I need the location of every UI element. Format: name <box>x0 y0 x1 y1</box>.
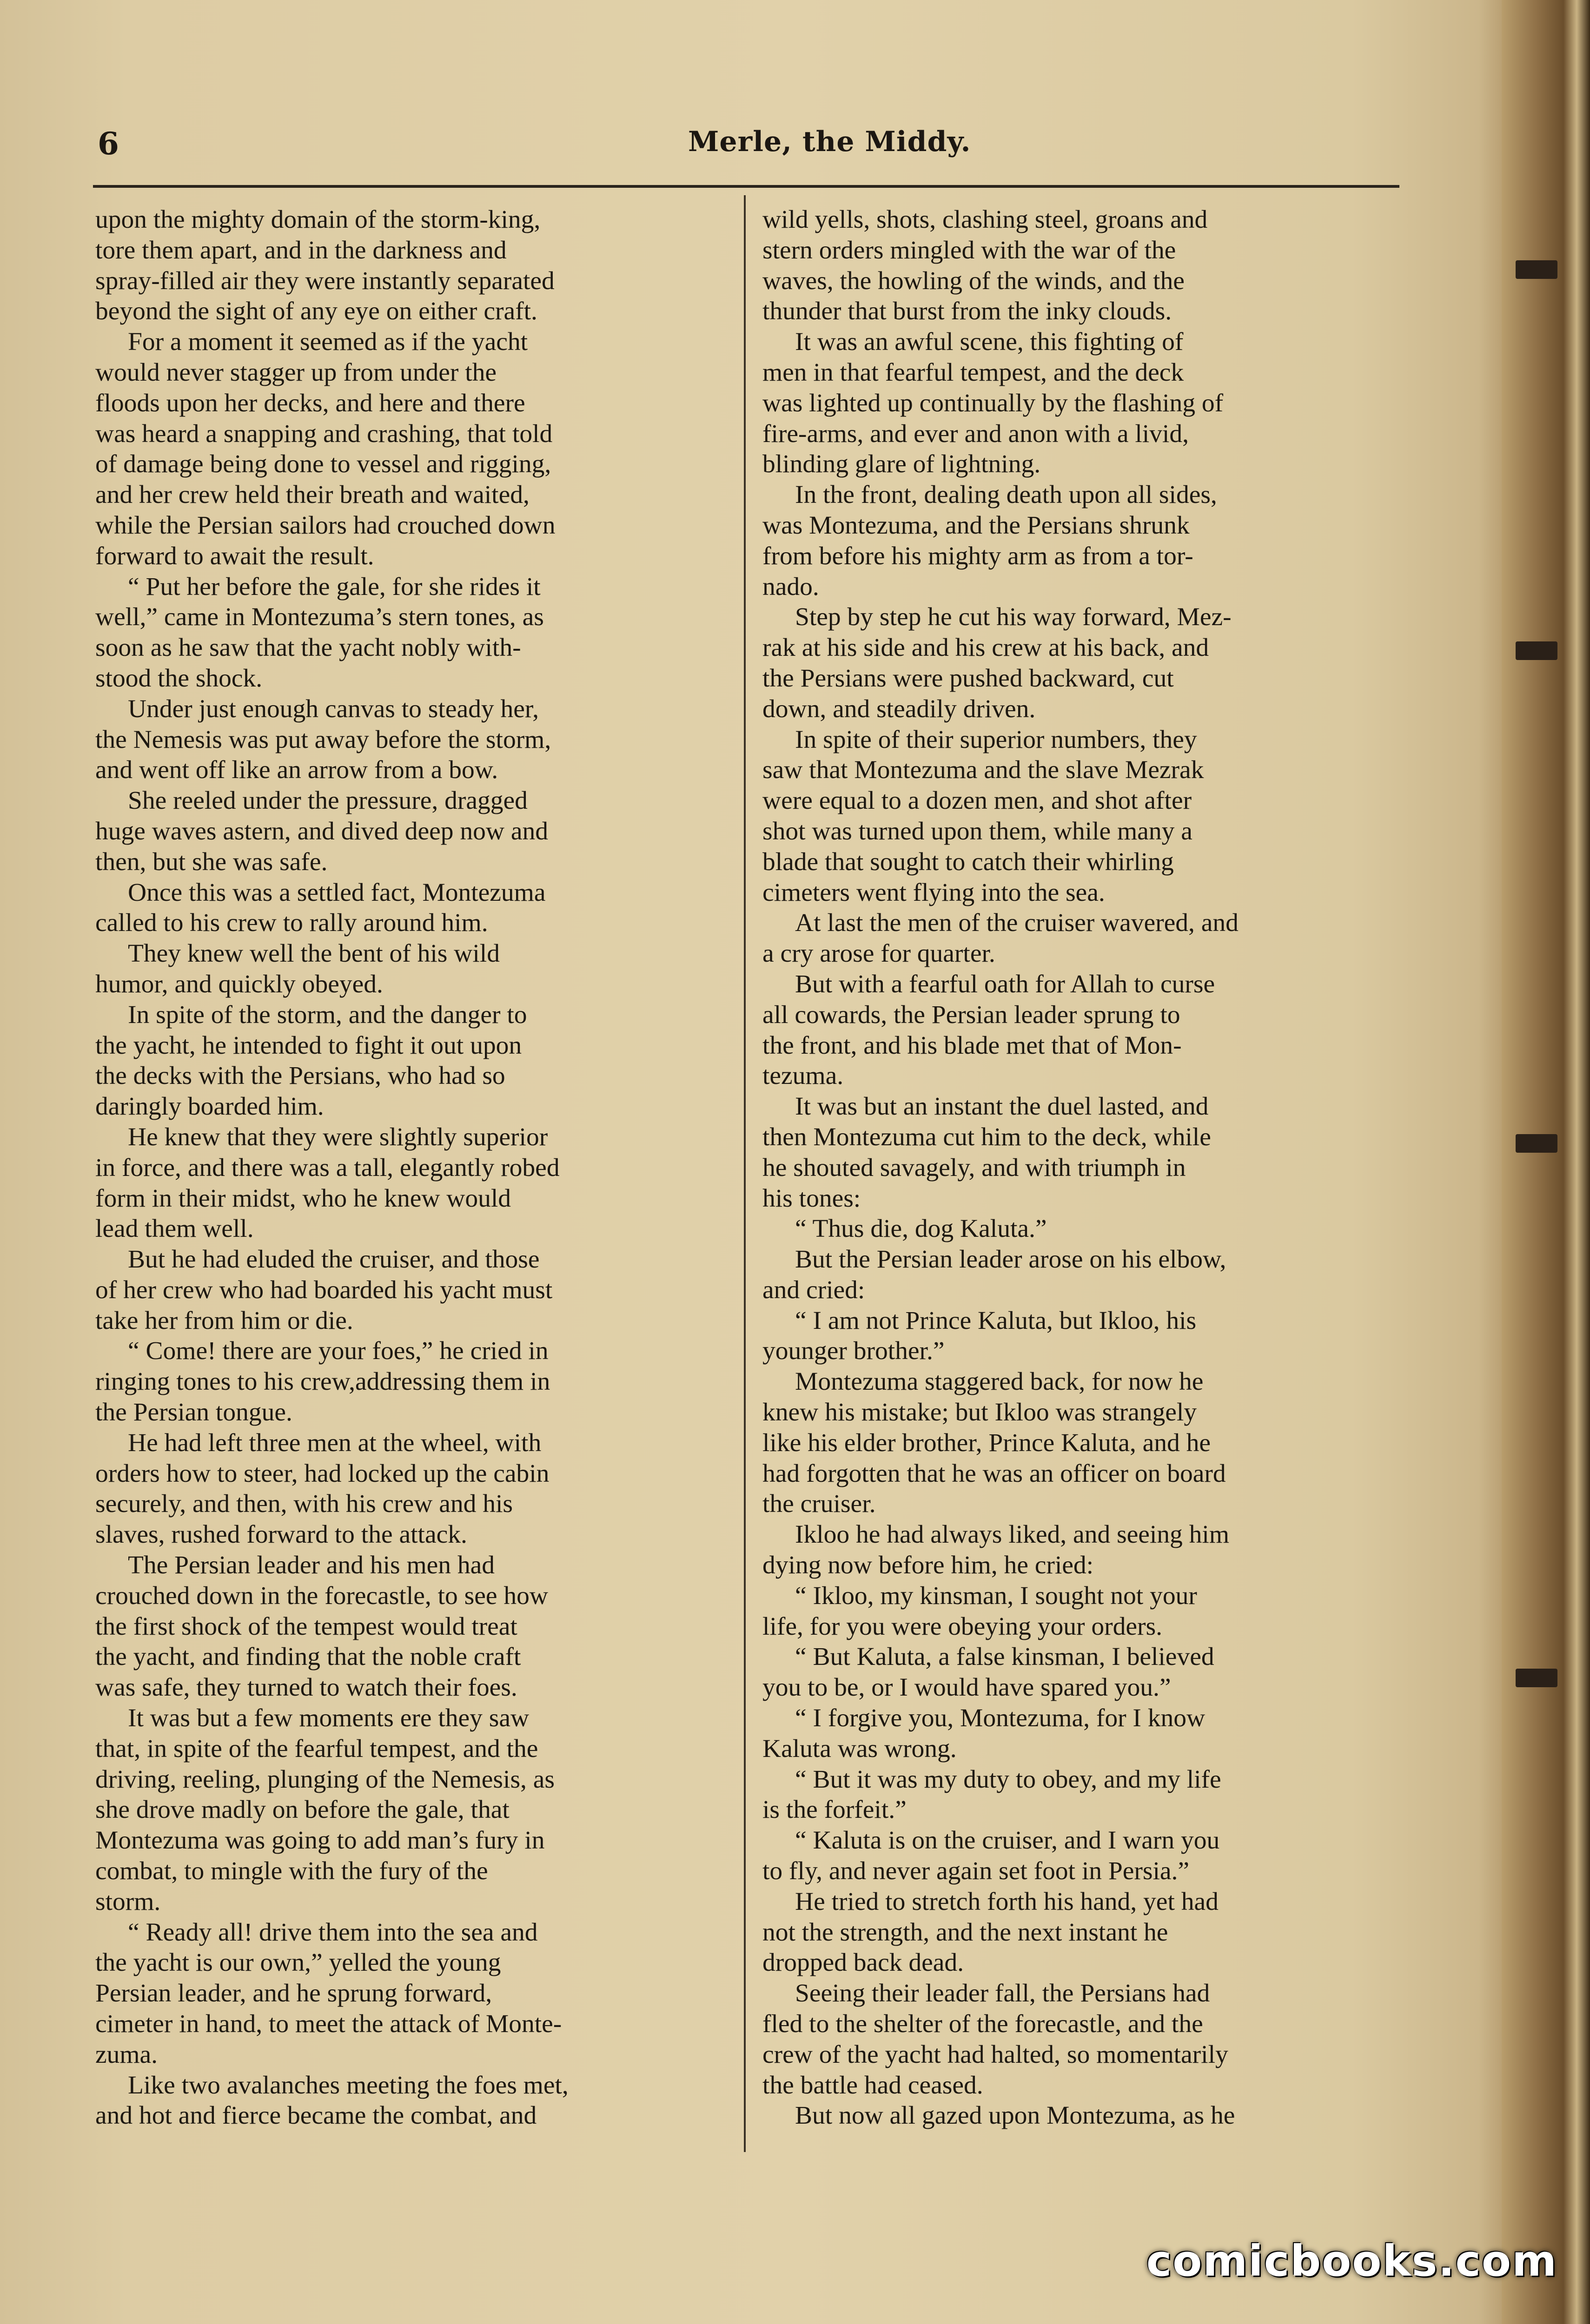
paragraph: It was an awful scene, this fighting of men in that fearful tempest, and the deck was lighted up continually by the flashing of fire-arms, and ever and anon with a livid, blinding glare of lightning. <box>762 328 1224 479</box>
binding-stitch <box>1516 1669 1557 1687</box>
page-number: 6 <box>98 125 119 162</box>
paragraph: “ Ready all! drive them into the sea and the yacht is our own,” yelled the young Persian leader, and he sprung forward, cimeter in hand, to meet the attack of Monte- zuma. <box>95 1918 562 2069</box>
paragraph: “ I forgive you, Montezuma, for I know Kaluta was wrong. <box>762 1704 1206 1763</box>
paragraph: It was but a few moments ere they saw that, in spite of the fearful tempest, and the driving, reeling, plunging of the Nemesis, as she drove madly on before the gale, that Montezuma was going to add man’s fury in combat, to mingle with the fury of the storm. <box>95 1704 555 1916</box>
paragraph: She reeled under the pressure, dragged huge waves astern, and dived deep now and then, but she was safe. <box>95 786 549 876</box>
paragraph: But with a fearful oath for Allah to curse all cowards, the Persian leader sprung to the front, and his blade met that of Mon- tezuma. <box>762 970 1215 1090</box>
right-column <box>762 205 1404 2157</box>
paragraph: Seeing their leader fall, the Persians had fled to the shelter of the forecastle, and the crew of the yacht had halted, so momentarily the battle had ceased. <box>762 1979 1228 2100</box>
binding-stitch <box>1516 1134 1557 1153</box>
paragraph: In the front, dealing death upon all sides, was Montezuma, and the Persians shrunk from before his mighty arm as from a tor- nado. <box>762 481 1217 601</box>
paragraph: He knew that they were slightly superior in force, and there was a tall, elegantly robed form in their midst, who he knew would lead them well. <box>95 1122 560 1243</box>
paragraph: “ Come! there are your foes,” he cried in ringing tones to his crew,addressing them in the Persian tongue. <box>95 1337 550 1427</box>
paragraph: Once this was a settled fact, Montezuma called to his crew to rally around him. <box>95 878 546 938</box>
binding-stitch <box>1516 641 1557 660</box>
running-title: Merle, the Middy. <box>688 125 971 158</box>
left-column <box>95 205 737 2157</box>
paragraph: “ But Kaluta, a false kinsman, I believed you to be, or I would have spared you.” <box>762 1643 1214 1702</box>
paragraph: upon the mighty domain of the storm-king, tore them apart, and in the darkness and spray-filled air they were instantly separated beyond the sight of any eye on either craft. <box>95 205 555 326</box>
binding-stitch <box>1516 260 1557 279</box>
paragraph: He had left three men at the wheel, with orders how to steer, had locked up the cabin securely, and then, with his crew and his slaves, rushed forward to the attack. <box>95 1428 550 1549</box>
column-divider <box>744 195 746 2152</box>
paragraph: It was but an instant the duel lasted, and then Montezuma cut him to the deck, while he shouted savagely, and with triumph in his tones: <box>762 1092 1211 1213</box>
paragraph: Step by step he cut his way forward, Mez- rak at his side and his crew at his back, and the Persians were pushed backward, cut down, and steadily driven. <box>762 603 1232 723</box>
paragraph: In spite of the storm, and the danger to the yacht, he intended to fight it out upon the decks with the Persians, who had so daringly boarded him. <box>95 1000 527 1121</box>
paragraph: But the Persian leader arose on his elbow, and cried: <box>762 1245 1226 1304</box>
paragraph: At last the men of the cruiser wavered, and a cry arose for quarter. <box>762 909 1239 968</box>
paragraph: He tried to stretch forth his hand, yet had not the strength, and the next instant he dropped back dead. <box>762 1887 1219 1977</box>
paragraph: wild yells, shots, clashing steel, groans and stern orders mingled with the war of the waves, the howling of the winds, and the thunder that burst from the inky clouds. <box>762 205 1208 326</box>
paragraph: “ I am not Prince Kaluta, but Ikloo, his younger brother.” <box>762 1306 1197 1366</box>
paragraph: Like two avalanches meeting the foes met, and hot and fierce became the combat, and <box>95 2071 569 2130</box>
paragraph: “ But it was my duty to obey, and my life is the forfeit.” <box>762 1765 1221 1824</box>
page-header <box>98 125 1395 177</box>
paragraph: “ Kaluta is on the cruiser, and I warn you to fly, and never again set foot in Persia.” <box>762 1826 1220 1886</box>
watermark: comicbooks.com <box>1146 2236 1557 2286</box>
binding-edge <box>1502 0 1590 2324</box>
paragraph: “ Ikloo, my kinsman, I sought not your life, for you were obeying your orders. <box>762 1581 1197 1641</box>
paragraph: They knew well the bent of his wild humor, and quickly obeyed. <box>95 939 500 998</box>
paragraph: For a moment it seemed as if the yacht would never stagger up from under the floods upon her decks, and here and there was heard a snapping and crashing, that told of damage being done to vessel and rigging, and her crew held their breath and waited, while the Persian sailors had crouched down forward to await the result. <box>95 328 556 570</box>
paragraph: “ Put her before the gale, for she rides it well,” came in Montezuma’s stern tones, as soon as he saw that the yacht nobly with- stood the shock. <box>95 572 544 693</box>
paragraph: In spite of their superior numbers, they saw that Montezuma and the slave Mezrak were equal to a dozen men, and shot after shot was turned upon them, while many a blade that sought to catch their whirling cimeters went flying into the sea. <box>762 725 1204 907</box>
paragraph: Montezuma staggered back, for now he knew his mistake; but Ikloo was strangely like his elder brother, Prince Kaluta, and he had forgotten that he was an officer on board the cruiser. <box>762 1367 1226 1519</box>
header-rule <box>93 185 1399 188</box>
paragraph: Under just enough canvas to steady her, the Nemesis was put away before the storm, and went off like an arrow from a bow. <box>95 694 551 785</box>
paragraph: The Persian leader and his men had crouched down in the forecastle, to see how the first shock of the tempest would treat the yacht, and finding that the noble craft was safe, they turned to watch their foes. <box>95 1551 548 1702</box>
paragraph: But he had eluded the cruiser, and those of her crew who had boarded his yacht must take her from him or die. <box>95 1245 553 1335</box>
paragraph: Ikloo he had always liked, and seeing him dying now before him, he cried: <box>762 1520 1230 1580</box>
paragraph: “ Thus die, dog Kaluta.” <box>795 1215 1047 1243</box>
paragraph: But now all gazed upon Montezuma, as he <box>795 2101 1235 2130</box>
